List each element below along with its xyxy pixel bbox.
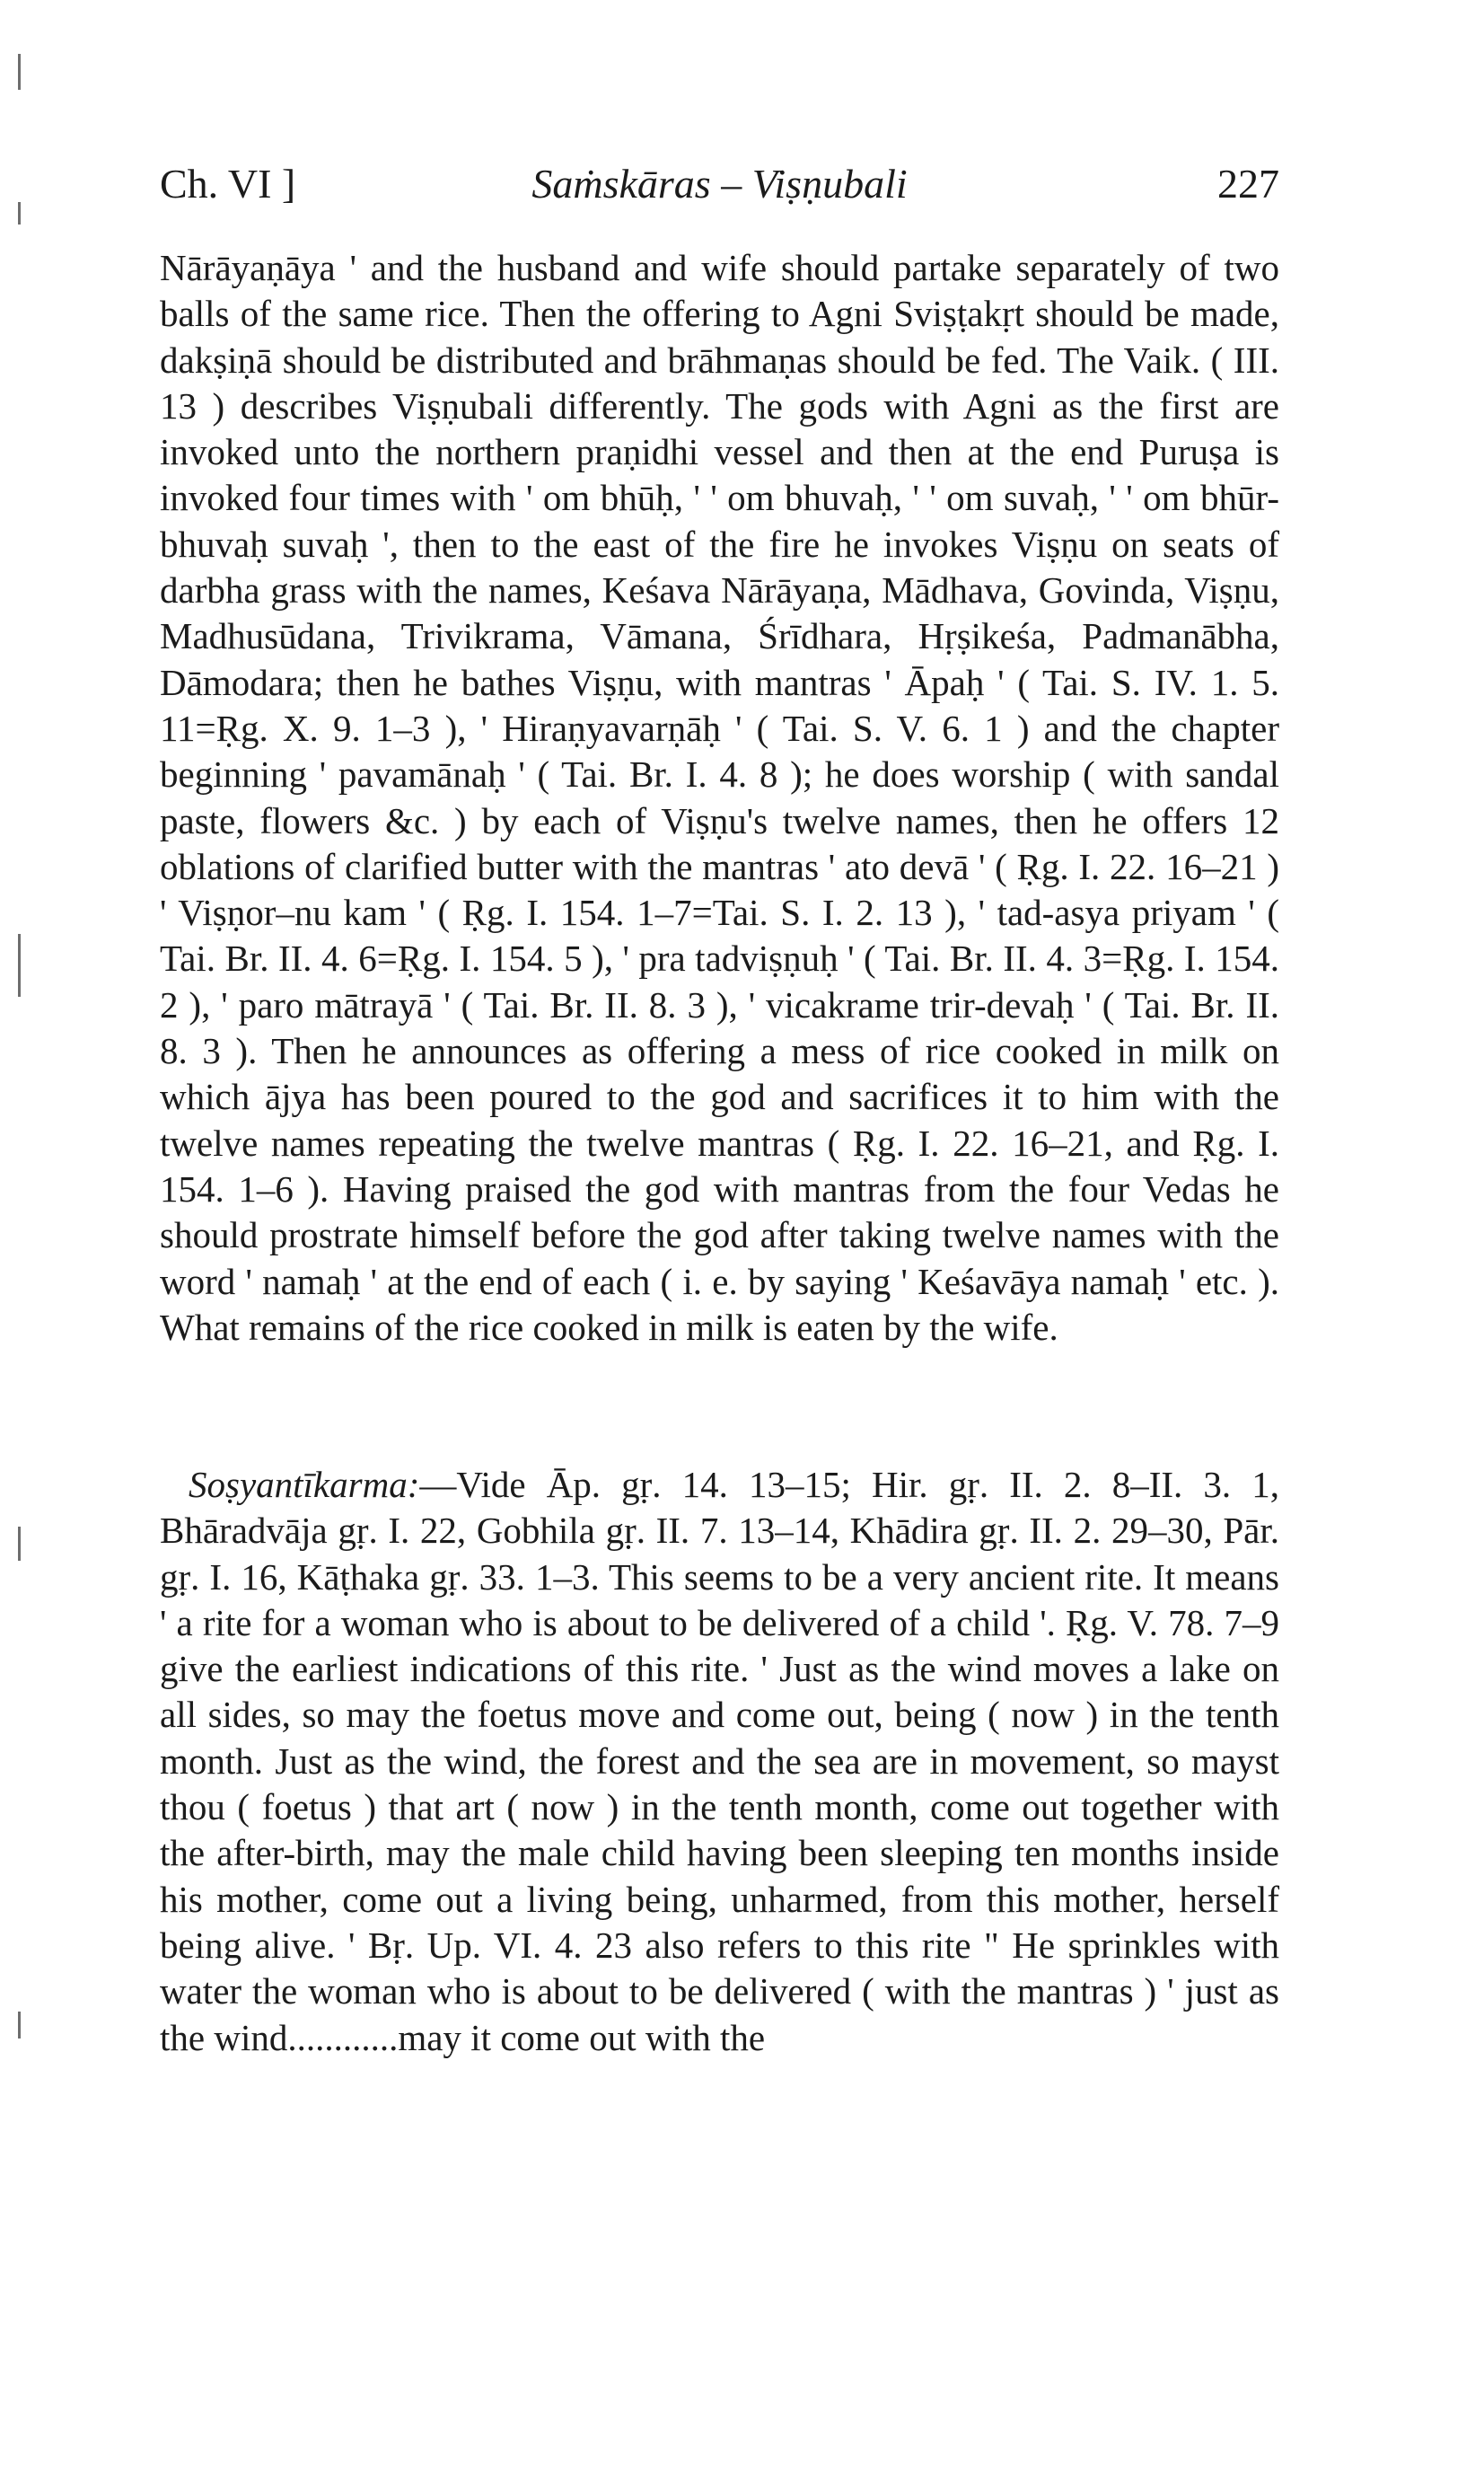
- scan-edge-mark: [18, 1527, 21, 1561]
- body-paragraph: [160, 245, 1279, 1351]
- scan-edge-mark: [18, 2012, 21, 2039]
- scan-edge-mark: [18, 202, 21, 225]
- running-header: [160, 153, 1279, 216]
- paragraph-text: [160, 1462, 1279, 2061]
- page-number: 227: [1217, 161, 1279, 207]
- section-term: Soṣyantīkarma:: [189, 1464, 420, 1505]
- running-title: Saṁskāras – Viṣṇubali: [531, 161, 908, 207]
- scan-edge-mark: [18, 54, 21, 90]
- paragraph-text: Nārāyaṇāya ' and the husband and wife should partake separately of two balls of the same rice. Then the offering to Agni Sviṣṭakṛt should be made, dakṣiṇā should be distributed and brāhmaṇas should be fed. The Vaik. ( III. 13 ) describes Viṣṇubali differently. The gods with Agni as the first are invoked unto the northern praṇidhi vessel and then at the end Puruṣa is invoked four times with ' om bhūḥ, ' ' om bhuvaḥ, ' ' om suvaḥ, ' ' om bhūr-bhuvaḥ suvaḥ ', then to the east of the fire he invokes Viṣṇu on seats of darbha grass with the names, Keśava Nārāyaṇa, Mādhava, Govinda, Viṣṇu, Madhusūdana, Trivikrama, Vāmana, Śrīdhara, Hṛṣikeśa, Padmanābha, Dāmodara; then he bathes Viṣṇu, with mantras ' Āpaḥ ' ( Tai. S. IV. 1. 5. 11=Ṛg. X. 9. 1–3 ), ' Hiraṇyavarṇāḥ ' ( Tai. S. V. 6. 1 ) and the chapter beginning ' pavamānaḥ ' ( Tai. Br. I. 4. 8 ); he does worship ( with sandal paste, flowers &c. ) by each of Viṣṇu's twelve names, then he offers 12 oblations of clarified butter with the mantras ' ato devā ' ( Ṛg. I. 22. 16–21 ) ' Viṣṇor–nu kam ' ( Ṛg. I. 154. 1–7=Tai. S. I. 2. 13 ), ' tad-asya priyam ' ( Tai. Br. II. 4. 6=Ṛg. I. 154. 5 ), ' pra tadviṣṇuḥ ' ( Tai. Br. II. 4. 3=Ṛg. I. 154. 2 ), ' paro mātrayā ' ( Tai. Br. II. 8. 3 ), ' vicakrame trir-devaḥ ' ( Tai. Br. II. 8. 3 ). Then he announces as offering a mess of rice cooked in milk on which ājya has been poured to the god and sacrifices it to him with the twelve names repeating the twelve mantras ( Ṛg. I. 22. 16–21, and Ṛg. I. 154. 1–6 ). Having praised the god with mantras from the four Vedas he should prostrate himself before the god after taking twelve names with the word ' namaḥ ' at the end of each ( i. e. by saying ' Keśavāya namaḥ ' etc. ). What remains of the rice cooked in milk is eaten by the wife.: [160, 247, 1279, 1348]
- chapter-label: Ch. VI ]: [160, 161, 296, 207]
- scan-edge-mark: [18, 934, 21, 997]
- body-paragraph: [160, 1462, 1279, 2061]
- paragraph-body: —Vide Āp. gṛ. 14. 13–15; Hir. gṛ. II. 2. 8–II. 3. 1, Bhāradvāja gṛ. I. 22, Gobhila gṛ. II. 7. 13–14, Khādira gṛ. II. 2. 29–30, Pār. gṛ. I. 16, Kāṭhaka gṛ. 33. 1–3. This seems to be a very ancient rite. It means ' a rite for a woman who is about to be delivered of a child '. Ṛg. V. 78. 7–9 give the earliest indications of this rite. ' Just as the wind moves a lake on all sides, so may the foetus move and come out, being ( now ) in the tenth month. Just as the wind, the forest and the sea are in movement, so mayst thou ( foetus ) that art ( now ) in the tenth month, come out together with the after-birth, may the male child having been sleeping ten months inside his mother, come out a living being, unharmed, from this mother, herself being alive. ' Bṛ. Up. VI. 4. 23 also refers to this rite " He sprinkles with water the woman who is about to be delivered ( with the mantras ) ' just as the wind............may it come out with the: [160, 1464, 1279, 2058]
